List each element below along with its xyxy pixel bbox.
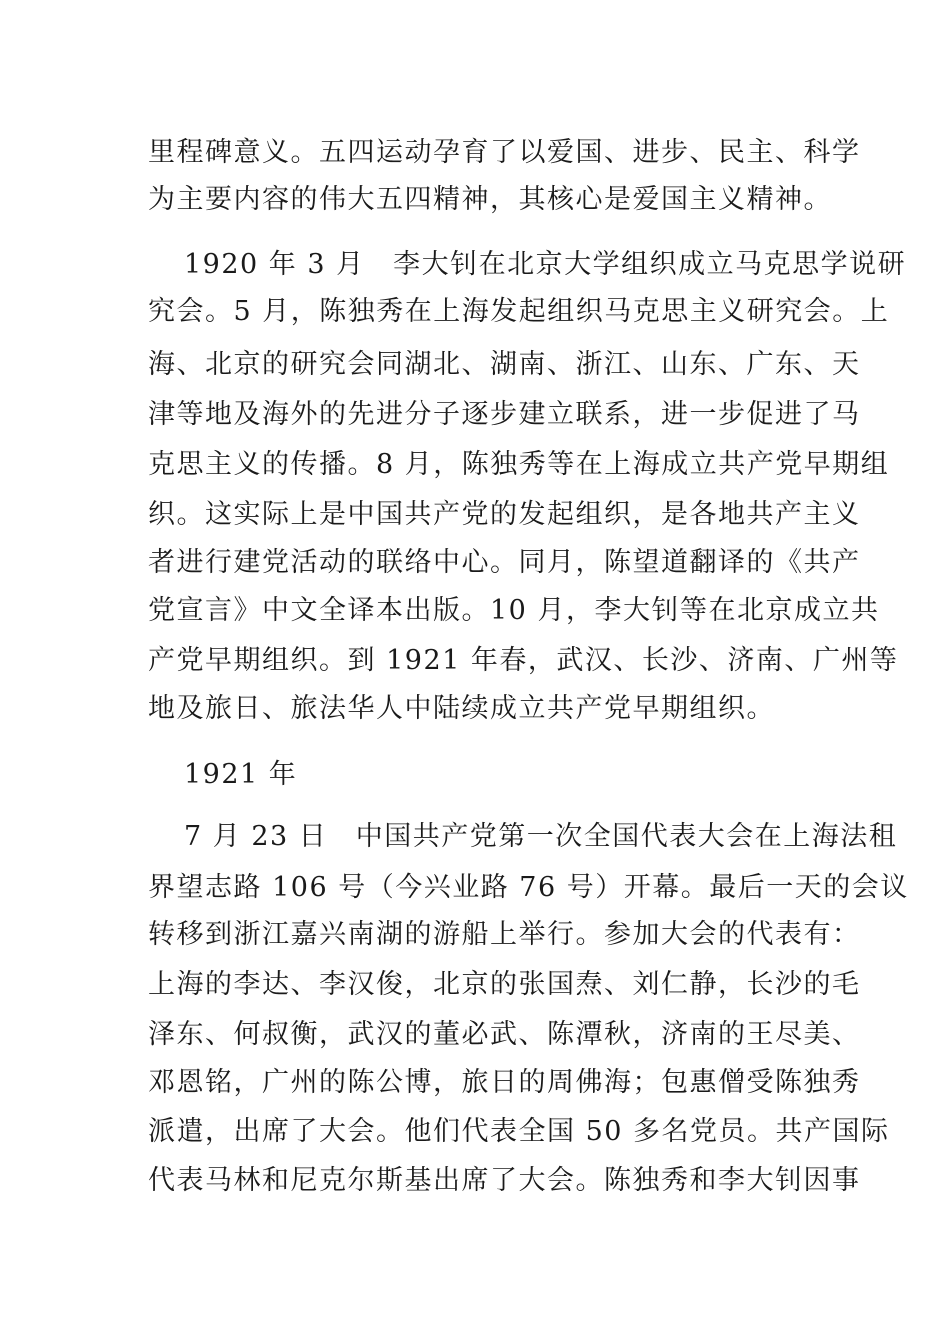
year-heading: 1921 年 (184, 759, 298, 790)
text-line: 泽东、何叔衡，武汉的董必武、陈潭秋，济南的王尽美、 (148, 1019, 861, 1050)
text-line: 里程碑意义。五四运动孕育了以爱国、进步、民主、科学 (148, 137, 861, 168)
text-line: 党宣言》中文全译本出版。10 月，李大钊等在北京成立共 (148, 595, 880, 626)
text-line: 织。这实际上是中国共产党的发起组织，是各地共产主义 (148, 499, 861, 530)
text-line: 邓恩铭，广州的陈公博，旅日的周佛海；包惠僧受陈独秀 (148, 1067, 861, 1098)
text-line: 界望志路 106 号（今兴业路 76 号）开幕。最后一天的会议 (148, 872, 909, 903)
text-line: 派遣，出席了大会。他们代表全国 50 多名党员。共产国际 (148, 1116, 890, 1147)
text-line: 代表马林和尼克尔斯基出席了大会。陈独秀和李大钊因事 (148, 1165, 861, 1196)
text-line: 者进行建党活动的联络中心。同月，陈望道翻译的《共产 (148, 547, 861, 578)
text-line: 为主要内容的伟大五四精神，其核心是爱国主义精神。 (148, 184, 832, 215)
text-line: 产党早期组织。到 1921 年春，武汉、长沙、济南、广州等 (148, 645, 899, 676)
text-line: 克思主义的传播。8 月，陈独秀等在上海成立共产党早期组 (148, 449, 890, 480)
text-line: 津等地及海外的先进分子逐步建立联系，进一步促进了马 (148, 399, 861, 430)
text-line: 7 月 23 日 中国共产党第一次全国代表大会在上海法租 (184, 821, 898, 852)
text-line: 转移到浙江嘉兴南湖的游船上举行。参加大会的代表有： (148, 919, 861, 950)
text-line: 海、北京的研究会同湖北、湖南、浙江、山东、广东、天 (148, 349, 861, 380)
text-line: 地及旅日、旅法华人中陆续成立共产党早期组织。 (148, 693, 775, 724)
text-line: 1920 年 3 月 李大钊在北京大学组织成立马克思学说研 (184, 249, 907, 280)
text-line: 上海的李达、李汉俊，北京的张国焘、刘仁静，长沙的毛 (148, 969, 861, 1000)
text-line: 究会。5 月，陈独秀在上海发起组织马克思主义研究会。上 (148, 296, 890, 327)
